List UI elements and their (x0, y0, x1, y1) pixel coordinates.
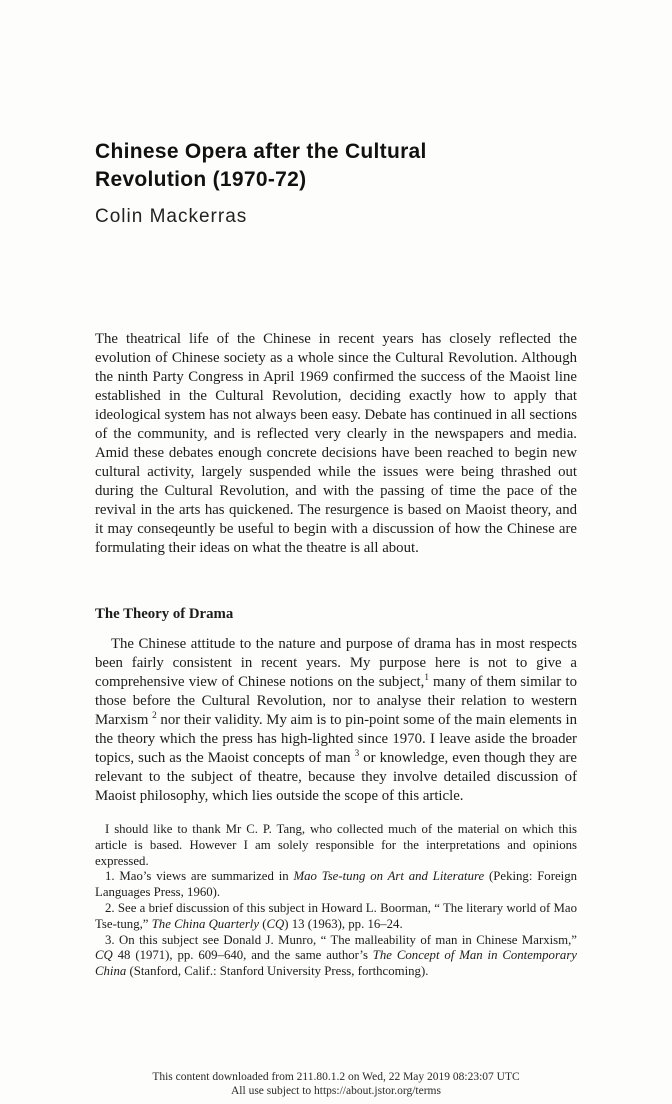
title-line-2: Revolution (1970-72) (95, 168, 307, 191)
footer-line-2: All use subject to https://about.jstor.org/terms (231, 1085, 441, 1097)
author-name: Colin Mackerras (95, 206, 248, 227)
title-line-1: Chinese Opera after the Cultural (95, 140, 427, 163)
section-heading: The Theory of Drama (95, 606, 234, 622)
footnotes (95, 822, 577, 980)
footnote: 3. On this subject see Donald J. Munro, “ The malleability of man in Chinese Marxism,” CQ 48 (1971), pp. 609–640, and the same author’s The Concept of Man in Contemporary China (Stanford, Calif.: Stanford University Press, forthcoming). (95, 932, 577, 979)
page-footer (0, 1070, 672, 1098)
footer-line-1: This content downloaded from 211.80.1.2 on Wed, 22 May 2019 08:23:07 UTC (152, 1071, 520, 1083)
footnote: 1. Mao’s views are summarized in Mao Tse-tung on Art and Literature (Peking: Foreign Languages Press, 1960). (95, 869, 577, 900)
intro-paragraph: The theatrical life of the Chinese in recent years has closely reflected the evolution of Chinese society as a whole since the Cultural Revolution. Although the ninth Party Congress in April 1969 confirmed the success of the Maoist line established in the Cultural Revolution, deciding exactly how to apply that ideological system has not always been easy. Debate has continued in all sections of the community, and is reflected very clearly in the newspapers and media. Amid these debates enough concrete decisions have been reached to begin new cultural activity, largely suspended while the issues were being thrashed out during the Cultural Revolution, and with the passing of time the pace of the revival in the arts has quickened. The resurgence is based on Maoist theory, and it may conseqeuntly be useful to begin with a discussion of how the Chinese are formulating their ideas on what the theatre is all about. (95, 331, 577, 556)
body-paragraph: The Chinese attitude to the nature and purpose of drama has in most respects been fairly consistent in recent years. My purpose here is not to give a comprehensive view of Chinese notions on the subject,$^1$ many of them similar to those before the Cultural Revolution, nor to analyse their relation to western Marxism $^2$ nor their validity. My aim is to pin-point some of the main elements in the theory which the press has high-lighted since 1970. I leave aside the broader topics, such as the Maoist concepts of man $^3$ or knowledge, even though they are relevant to the subject of theatre, because they involve detailed discussion of Maoist philosophy, which lies outside the scope of this article. (95, 636, 578, 804)
article-title (95, 138, 577, 194)
footnote: I should like to thank Mr C. P. Tang, who collected much of the material on which this article is based. However I am solely responsible for the interpretations and opinions expressed. (95, 822, 577, 868)
footnote: 2. See a brief discussion of this subject in Howard L. Boorman, “ The literary world of Mao Tse-tung,” The China Quarterly (CQ) 13 (1963), pp. 16–24. (95, 900, 577, 931)
